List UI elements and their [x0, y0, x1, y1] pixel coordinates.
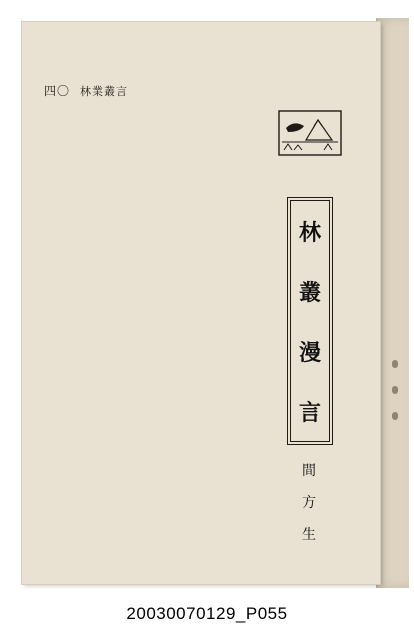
title-char: 林: [298, 219, 321, 246]
title-char: 叢: [298, 279, 321, 306]
column-title: [290, 200, 330, 442]
binding-holes: [392, 360, 398, 438]
archive-caption: 20030070129_P055: [126, 604, 288, 623]
byline-char: 生: [302, 527, 316, 543]
facing-page-edge: [376, 18, 409, 588]
byline-char: 方: [302, 495, 316, 511]
author-byline: [290, 460, 328, 544]
mountain-landscape-icon: [278, 110, 342, 156]
page-number: 四〇: [44, 84, 71, 98]
running-header: [44, 82, 128, 99]
title-char: 漫: [298, 339, 321, 366]
running-title: 林業叢言: [80, 84, 129, 98]
byline-char: 間: [302, 463, 316, 479]
title-char: 言: [298, 399, 321, 426]
